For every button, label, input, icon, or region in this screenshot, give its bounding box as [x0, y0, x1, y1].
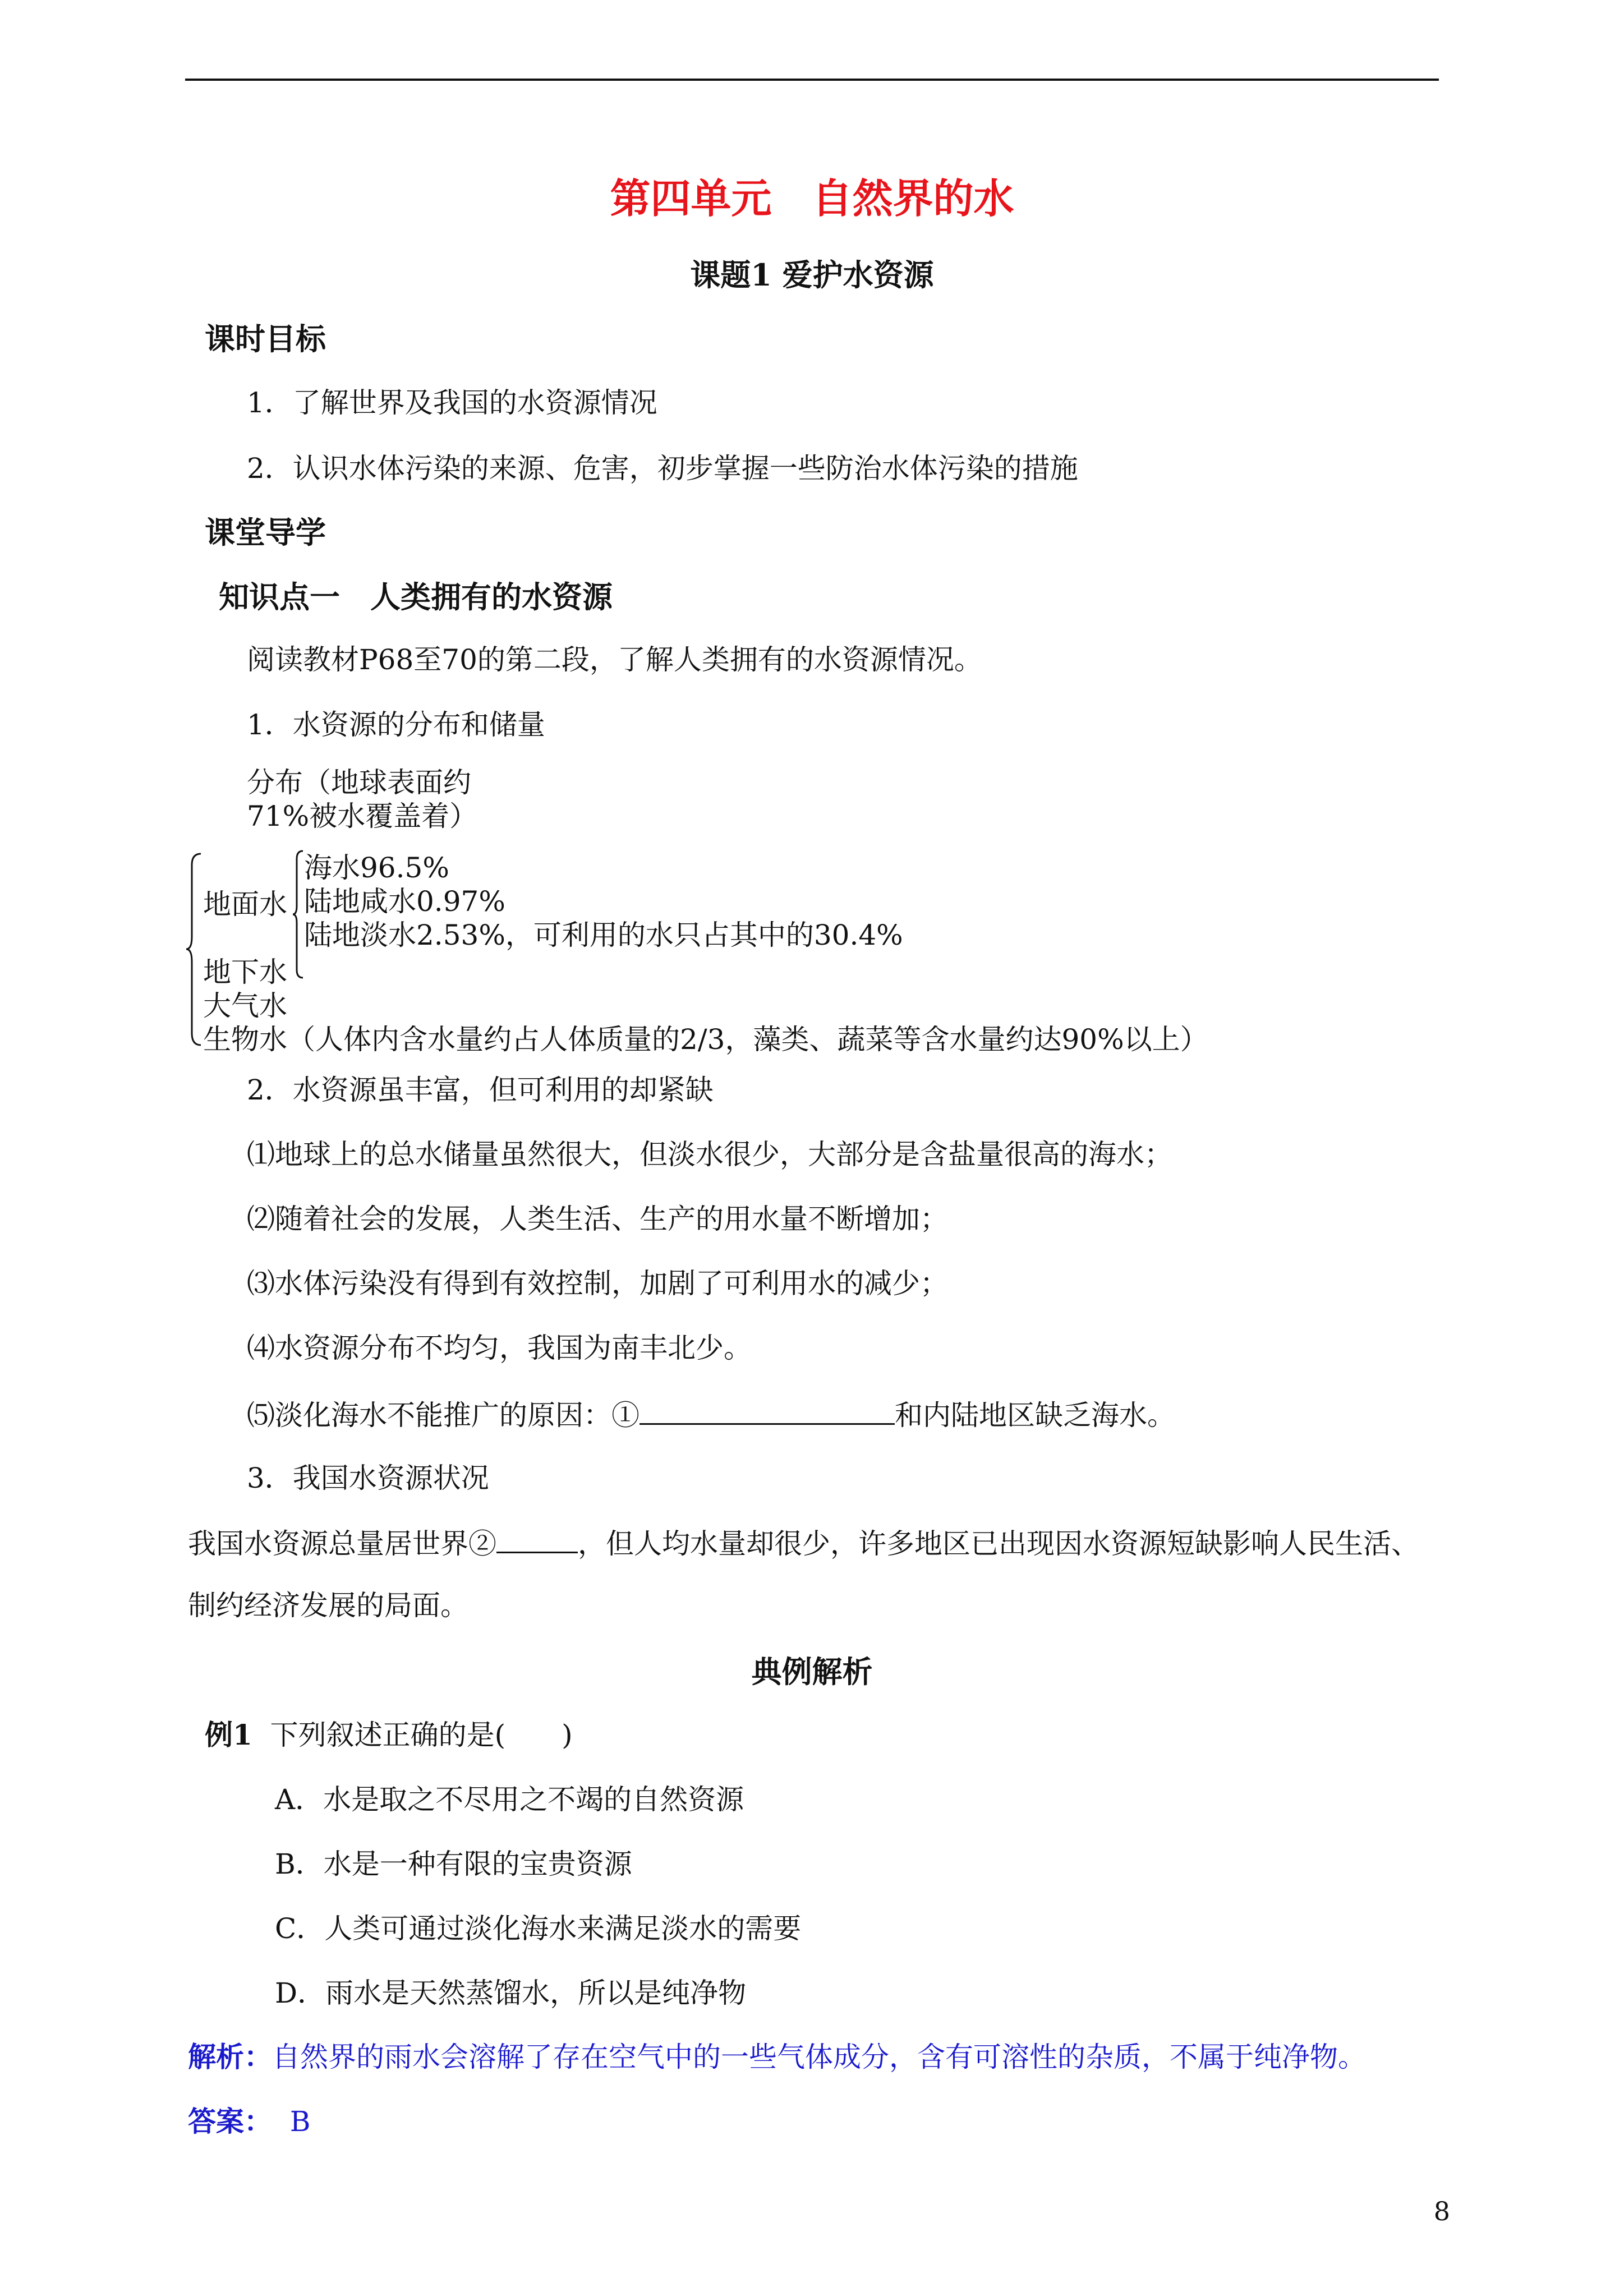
section-3-title: 3．我国水资源状况: [247, 1462, 489, 1494]
header-rule: [185, 79, 1439, 81]
china-status-suffix: ，但人均水量却很少，许多地区已出现因水资源短缺影响人民生活、: [578, 1527, 1419, 1560]
land-freshwater-share: 陆地淡水2.53%，可利用的水只占其中的30.4%: [304, 919, 903, 951]
surface-water-label: 地面水: [203, 888, 287, 921]
reading-instruction: 阅读教材P68至70的第二段，了解人类拥有的水资源情况。: [247, 643, 982, 676]
option-d: D．雨水是天然蒸馏水，所以是纯净物: [275, 1977, 747, 2009]
lesson-title: 课题1 爱护水资源: [690, 257, 934, 293]
analysis-text: 自然界的雨水会溶解了存在空气中的一些气体成分，含有可溶性的杂质，不属于纯净物。: [272, 2041, 1366, 2073]
reason-2: ⑵随着社会的发展，人类生活、生产的用水量不断增加；: [247, 1203, 948, 1235]
answer-label: 答案：: [188, 2105, 272, 2138]
knowledge-point-title: 知识点一 人类拥有的水资源: [219, 579, 613, 615]
option-a: A．水是取之不尽用之不竭的自然资源: [275, 1783, 744, 1816]
example-label: 例1: [205, 1718, 252, 1751]
china-status-line2: 制约经济发展的局面。: [188, 1589, 468, 1622]
example-question: [205, 1718, 573, 1751]
objective-item-1: 1．了解世界及我国的水资源情况: [247, 386, 657, 419]
reason-3: ⑶水体污染没有得到有效控制，加剧了可利用水的减少；: [247, 1267, 948, 1300]
inner-brace: [292, 850, 304, 979]
answer-blank-2[interactable]: [496, 1527, 578, 1553]
section-2-title: 2．水资源虽丰富，但可利用的却紧缺: [247, 1074, 714, 1106]
answer: [188, 2105, 311, 2138]
option-b: B．水是一种有限的宝贵资源: [275, 1848, 632, 1880]
outer-brace: [185, 853, 202, 1046]
distribution-label-line1: 分布（地球表面约: [247, 766, 471, 799]
distribution-label-line2: 71%被水覆盖着）: [247, 800, 478, 832]
answer-blank-1[interactable]: [640, 1398, 895, 1425]
reason-5-suffix: 和内陆地区缺乏海水。: [895, 1399, 1175, 1432]
land-saltwater-share: 陆地咸水0.97%: [304, 885, 505, 918]
answer-value: B: [289, 2105, 311, 2138]
analysis-label: 解析：: [188, 2040, 272, 2073]
reason-1: ⑴地球上的总水储量虽然很大，但淡水很少，大部分是含盐量很高的海水；: [247, 1138, 1172, 1171]
groundwater-label: 地下水: [203, 956, 287, 988]
page-number: 8: [1433, 2196, 1450, 2226]
biological-water-label: 生物水（人体内含水量约占人体质量的2/3，藻类、蔬菜等含水量约达90%以上）: [203, 1023, 1208, 1056]
china-status-line1: [188, 1527, 1419, 1558]
reason-4: ⑷水资源分布不均匀，我国为南丰北少。: [247, 1332, 752, 1364]
objectives-heading: 课时目标: [205, 321, 326, 357]
guide-heading: 课堂导学: [205, 514, 326, 550]
objective-item-2: 2．认识水体污染的来源、危害，初步掌握一些防治水体污染的措施: [247, 452, 1078, 485]
example-question-text: 下列叙述正确的是( ): [270, 1719, 573, 1751]
analysis: [188, 2040, 1366, 2073]
reason-5-prefix: ⑸淡化海水不能推广的原因：①: [247, 1399, 640, 1432]
example-heading: 典例解析: [751, 1654, 873, 1690]
seawater-share: 海水96.5%: [304, 852, 449, 884]
option-c: C．人类可通过淡化海水来满足淡水的需要: [275, 1912, 802, 1945]
unit-title: 第四单元 自然界的水: [610, 174, 1014, 222]
atmospheric-water-label: 大气水: [203, 990, 287, 1022]
china-status-prefix: 我国水资源总量居世界②: [188, 1527, 496, 1560]
reason-5: [247, 1398, 1175, 1432]
section-1-title: 1．水资源的分布和储量: [247, 708, 545, 741]
